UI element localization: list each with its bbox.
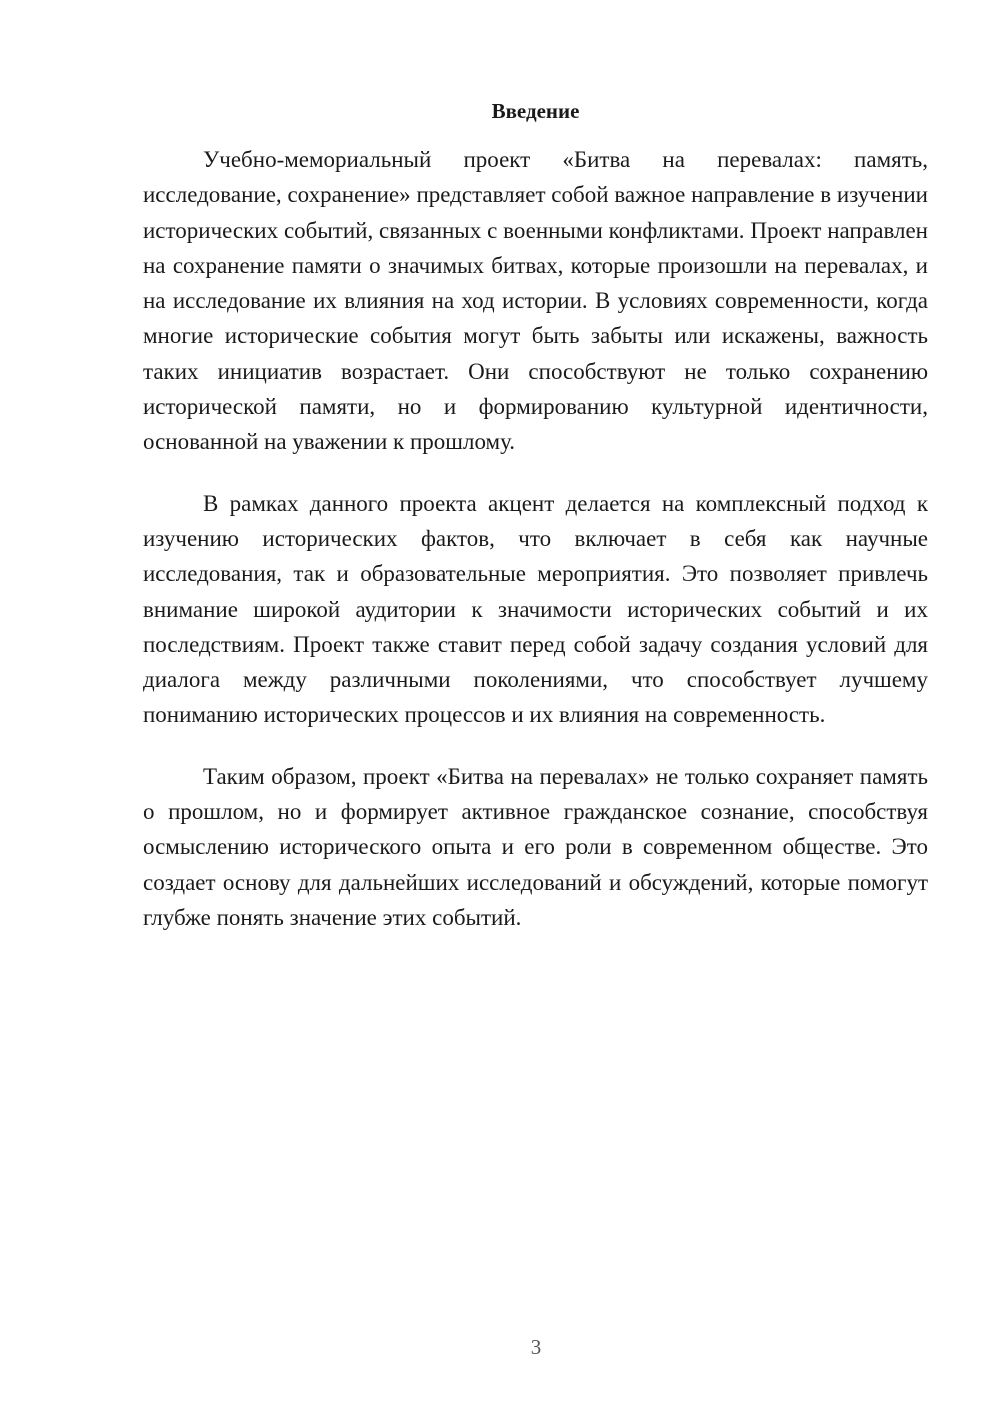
body-text	[143, 142, 928, 961]
paragraph-1: Учебно-мемориальный проект «Битва на перевалах: память, исследование, сохранение» представляет собой важное направление в изучении исторических событий, связанных с военными конфликтами. Проект направлен на сохранение памяти о значимых битвах, которые произошли на перевалах, и на исследование их влияния на ход истории. В условиях современности, когда многие исторические события могут быть забыты или искажены, важность таких инициатив возрастает. Они способствуют не только сохранению исторической памяти, но и формированию культурной идентичности, основанной на уважении к прошлому.	[143, 147, 928, 455]
paragraph-3: Таким образом, проект «Битва на перевалах» не только сохраняет память о прошлом, но и формирует активное гражданское сознание, способствуя осмыслению исторического опыта и его роли в современном обществе. Это создает основу для дальнейших исследований и обсуждений, которые помогут глубже понять значение этих событий.	[143, 763, 928, 930]
paragraph-2: В рамках данного проекта акцент делается на комплексный подход к изучению исторических фактов, что включает в себя как научные исследования, так и образовательные мероприятия. Это позволяет привлечь внимание широкой аудитории к значимости исторических событий и их последствиям. Проект также ставит перед собой задачу создания условий для диалога между различными поколениями, что способствует лучшему пониманию исторических процессов и их влияния на современность.	[143, 490, 928, 728]
section-title: Введение	[491, 99, 580, 123]
page-number: 3	[530, 1335, 542, 1359]
